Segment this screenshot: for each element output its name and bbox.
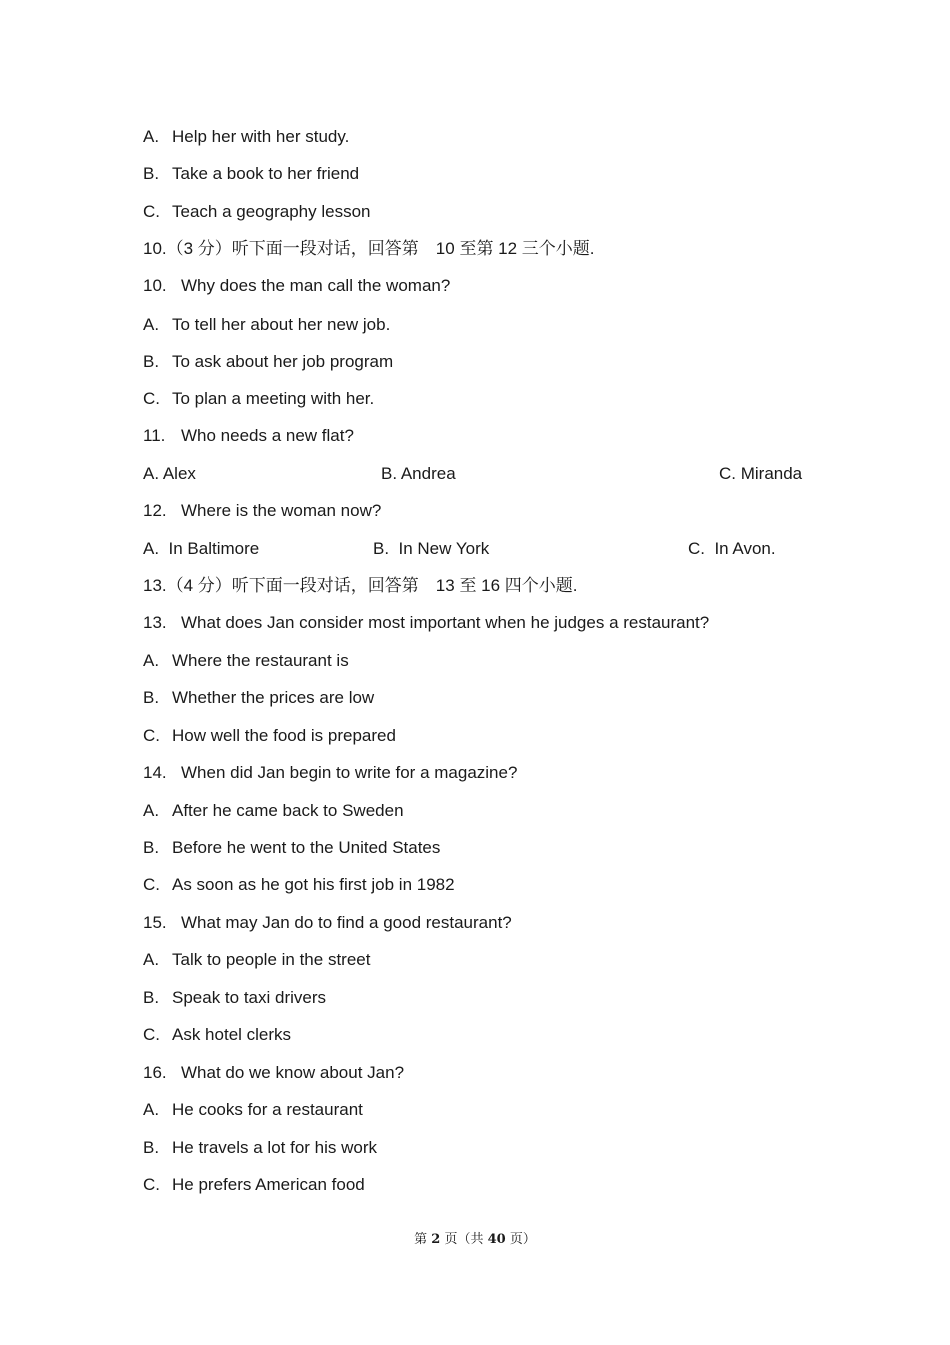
option-c: C. In Avon.: [688, 539, 776, 558]
option-text: Take a book to her friend: [172, 164, 360, 183]
option-text: To ask about her job program: [172, 352, 394, 371]
option-b: B. In New York: [373, 539, 490, 558]
option-a: A. In Baltimore: [143, 539, 260, 558]
question-line: [143, 425, 354, 447]
option-text: As soon as he got his first job in 1982: [172, 875, 455, 894]
question-number: 14.: [143, 763, 167, 782]
option-label: B.: [143, 1138, 160, 1157]
question-text: What do we know about Jan?: [181, 1063, 405, 1082]
question-text: Where is the woman now?: [181, 501, 382, 520]
option-line: [143, 650, 349, 672]
option-text: To plan a meeting with her.: [172, 389, 375, 408]
option-text: Where the restaurant is: [172, 651, 349, 670]
option-b: B. Andrea: [381, 464, 456, 483]
option-label: A.: [143, 315, 160, 334]
option-line: [143, 1024, 291, 1046]
option-line: [143, 687, 374, 709]
option-label: C.: [143, 1175, 160, 1194]
option-line: [143, 1174, 365, 1196]
section-heading: [143, 238, 595, 260]
option-label: B.: [143, 352, 160, 371]
option-line: [143, 1099, 363, 1121]
question-number: 12.: [143, 501, 167, 520]
option-text: Speak to taxi drivers: [172, 988, 327, 1007]
section-text: 10.（3 分）听下面一段对话，回答第 10 至第 12 三个小题.: [143, 239, 595, 258]
option-text: Help her with her study.: [172, 127, 350, 146]
question-line: [143, 275, 450, 297]
question-number: 11.: [143, 426, 166, 445]
option-label: A.: [143, 127, 160, 146]
option-a: A. Alex: [143, 464, 196, 483]
option-line: [143, 1137, 377, 1159]
footer-page-number: 2: [431, 1232, 441, 1247]
question-number: 13.: [143, 613, 167, 632]
question-text: When did Jan begin to write for a magazine?: [181, 763, 518, 782]
option-text: Talk to people in the street: [172, 950, 371, 969]
question-line: [143, 500, 381, 522]
option-label: B.: [143, 988, 160, 1007]
option-label: B.: [143, 838, 160, 857]
option-text: Whether the prices are low: [172, 688, 375, 707]
option-label: A.: [143, 950, 160, 969]
option-text: Teach a geography lesson: [172, 202, 371, 221]
option-line: [143, 725, 396, 747]
question-number: 16.: [143, 1063, 167, 1082]
option-label: C.: [143, 1025, 160, 1044]
option-label: A.: [143, 651, 160, 670]
option-text: He cooks for a restaurant: [172, 1100, 363, 1119]
option-label: C.: [143, 726, 160, 745]
option-line: [143, 314, 390, 336]
option-label: C.: [143, 389, 160, 408]
option-c: C. Miranda: [719, 464, 803, 483]
page-footer: [0, 1230, 950, 1250]
question-text: Who needs a new flat?: [181, 426, 354, 445]
question-text: Why does the man call the woman?: [181, 276, 451, 295]
option-line: [143, 388, 374, 410]
question-number: 15.: [143, 913, 167, 932]
option-label: A.: [143, 801, 160, 820]
option-label: A.: [143, 1100, 160, 1119]
question-text: What may Jan do to find a good restaurant?: [181, 913, 512, 932]
question-line: [143, 912, 512, 934]
option-line: [143, 987, 326, 1009]
question-text: What does Jan consider most important when he judges a restaurant?: [181, 613, 710, 632]
option-label: C.: [143, 875, 160, 894]
section-heading: [143, 575, 578, 597]
option-label: C.: [143, 202, 160, 221]
question-number: 10.: [143, 276, 167, 295]
footer-total-pages: 40: [487, 1232, 506, 1247]
option-line: [143, 837, 440, 859]
option-line: [143, 163, 359, 185]
option-text: Ask hotel clerks: [172, 1025, 292, 1044]
option-text: How well the food is prepared: [172, 726, 396, 745]
footer-suffix: 页）: [505, 1232, 536, 1247]
option-label: B.: [143, 688, 160, 707]
option-text: He travels a lot for his work: [172, 1138, 378, 1157]
footer-prefix: 第: [414, 1232, 432, 1247]
option-line: [143, 949, 370, 971]
question-line: [143, 612, 709, 634]
option-line: [143, 201, 370, 223]
option-text: He prefers American food: [172, 1175, 365, 1194]
section-text: 13.（4 分）听下面一段对话，回答第 13 至 16 四个小题.: [143, 576, 578, 595]
option-line: [143, 351, 393, 373]
option-text: After he came back to Sweden: [172, 801, 404, 820]
option-text: To tell her about her new job.: [172, 315, 391, 334]
option-line: [143, 800, 404, 822]
footer-middle: 页（共: [440, 1232, 488, 1247]
question-line: [143, 1062, 404, 1084]
option-text: Before he went to the United States: [172, 838, 441, 857]
question-line: [143, 762, 517, 784]
option-line: [143, 126, 349, 148]
options-row: [143, 538, 823, 560]
option-line: [143, 874, 455, 896]
options-row: [143, 463, 823, 485]
option-label: B.: [143, 164, 160, 183]
